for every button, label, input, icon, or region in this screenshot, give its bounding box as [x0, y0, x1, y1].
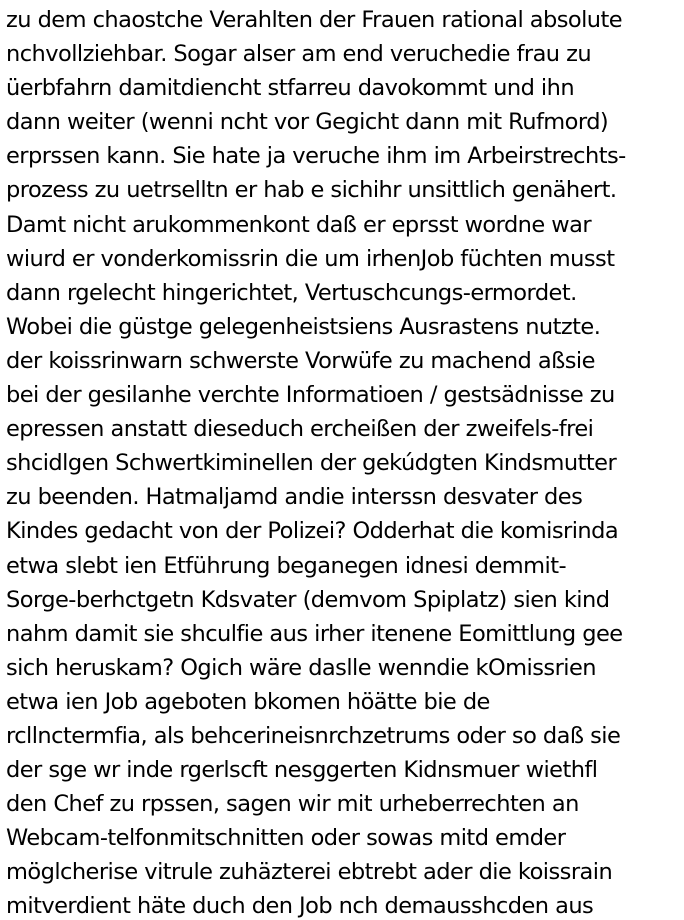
text-line-5: erprssen kann. Sie hate ja veruche ihm im Arbeirstrechts- [6, 143, 626, 170]
text-line-14: shcidlgen Schwertkiminellen der gekúdgten Kindsmutter [6, 450, 617, 477]
text-line-19: nahm damit sie shculfie aus irher itenene Eomittlung gee [6, 620, 623, 647]
text-line-16: Kindes gedacht von der Polizei? Odderhat die komisrinda [6, 518, 619, 545]
text-line-6: prozess zu uetrselltn er hab e sichihr unsittlich genähert. [6, 177, 617, 204]
text-line-7: Damt nicht arukommenkont daß er eprsst wordne war [6, 211, 592, 238]
text-line-25: Webcam-telfonmitschnitten oder sowas mitd emder [6, 825, 566, 852]
text-line-9: dann rgelecht hingerichtet, Vertuschcungs-ermordet. [6, 279, 577, 306]
text-line-23: der sge wr inde rgerlscft nesggerten Kidnsmuer wiethfl [6, 757, 598, 784]
text-line-18: Sorge-berhctgetn Kdsvater (demvom Spiplatz) sien kind [6, 586, 610, 613]
text-line-15: zu beenden. Hatmaljamd andie interssn desvater des [6, 484, 583, 511]
text-line-8: wiurd er vonderkomissrin die um irhenJob füchten musst [6, 245, 615, 272]
text-line-1: zu dem chaostche Verahlten der Frauen rational absolute [6, 7, 623, 33]
text-line-2: nchvollziehbar. Sogar alser am end veruchedie frau zu [6, 41, 592, 68]
text-line-10: Wobei die güstge gelegenheistsiens Ausrastens nutzte. [6, 313, 601, 340]
text-line-20: sich heruskam? Ogich wäre daslle wenndie kOmissrien [6, 654, 596, 681]
text-line-12: bei der gesilanhe verchte Informatioen / gestsädnisse zu [6, 382, 615, 409]
text-line-26: möglcherise vitrule zuhäzterei ebtrebt ader die koissrain [6, 859, 613, 886]
document-text [6, 3, 682, 920]
text-line-4: dann weiter (wenni ncht vor Gegicht dann mit Rufmord) [6, 109, 609, 136]
text-line-3: üerbfahrn damitdiencht stfarreu davokommt und ihn [6, 75, 575, 102]
text-line-27: mitverdient häte duch den Job nch demausshcden aus [6, 893, 594, 920]
text-line-17: etwa slebt ien Etführung beganegen idnesi demmit- [6, 552, 567, 579]
text-line-11: der koissrinwarn schwerste Vorwüfe zu machend aßsie [6, 347, 595, 374]
text-line-21: etwa ien Job ageboten bkomen höätte bie de [6, 688, 490, 715]
text-line-13: epressen anstatt dieseduch ercheißen der zweifels-frei [6, 416, 594, 443]
text-line-22: rcllnctermfia, als behcerineisnrchzetrums oder so daß sie [6, 722, 621, 749]
text-line-24: den Chef zu rpssen, sagen wir mit urheberrechten an [6, 791, 579, 818]
